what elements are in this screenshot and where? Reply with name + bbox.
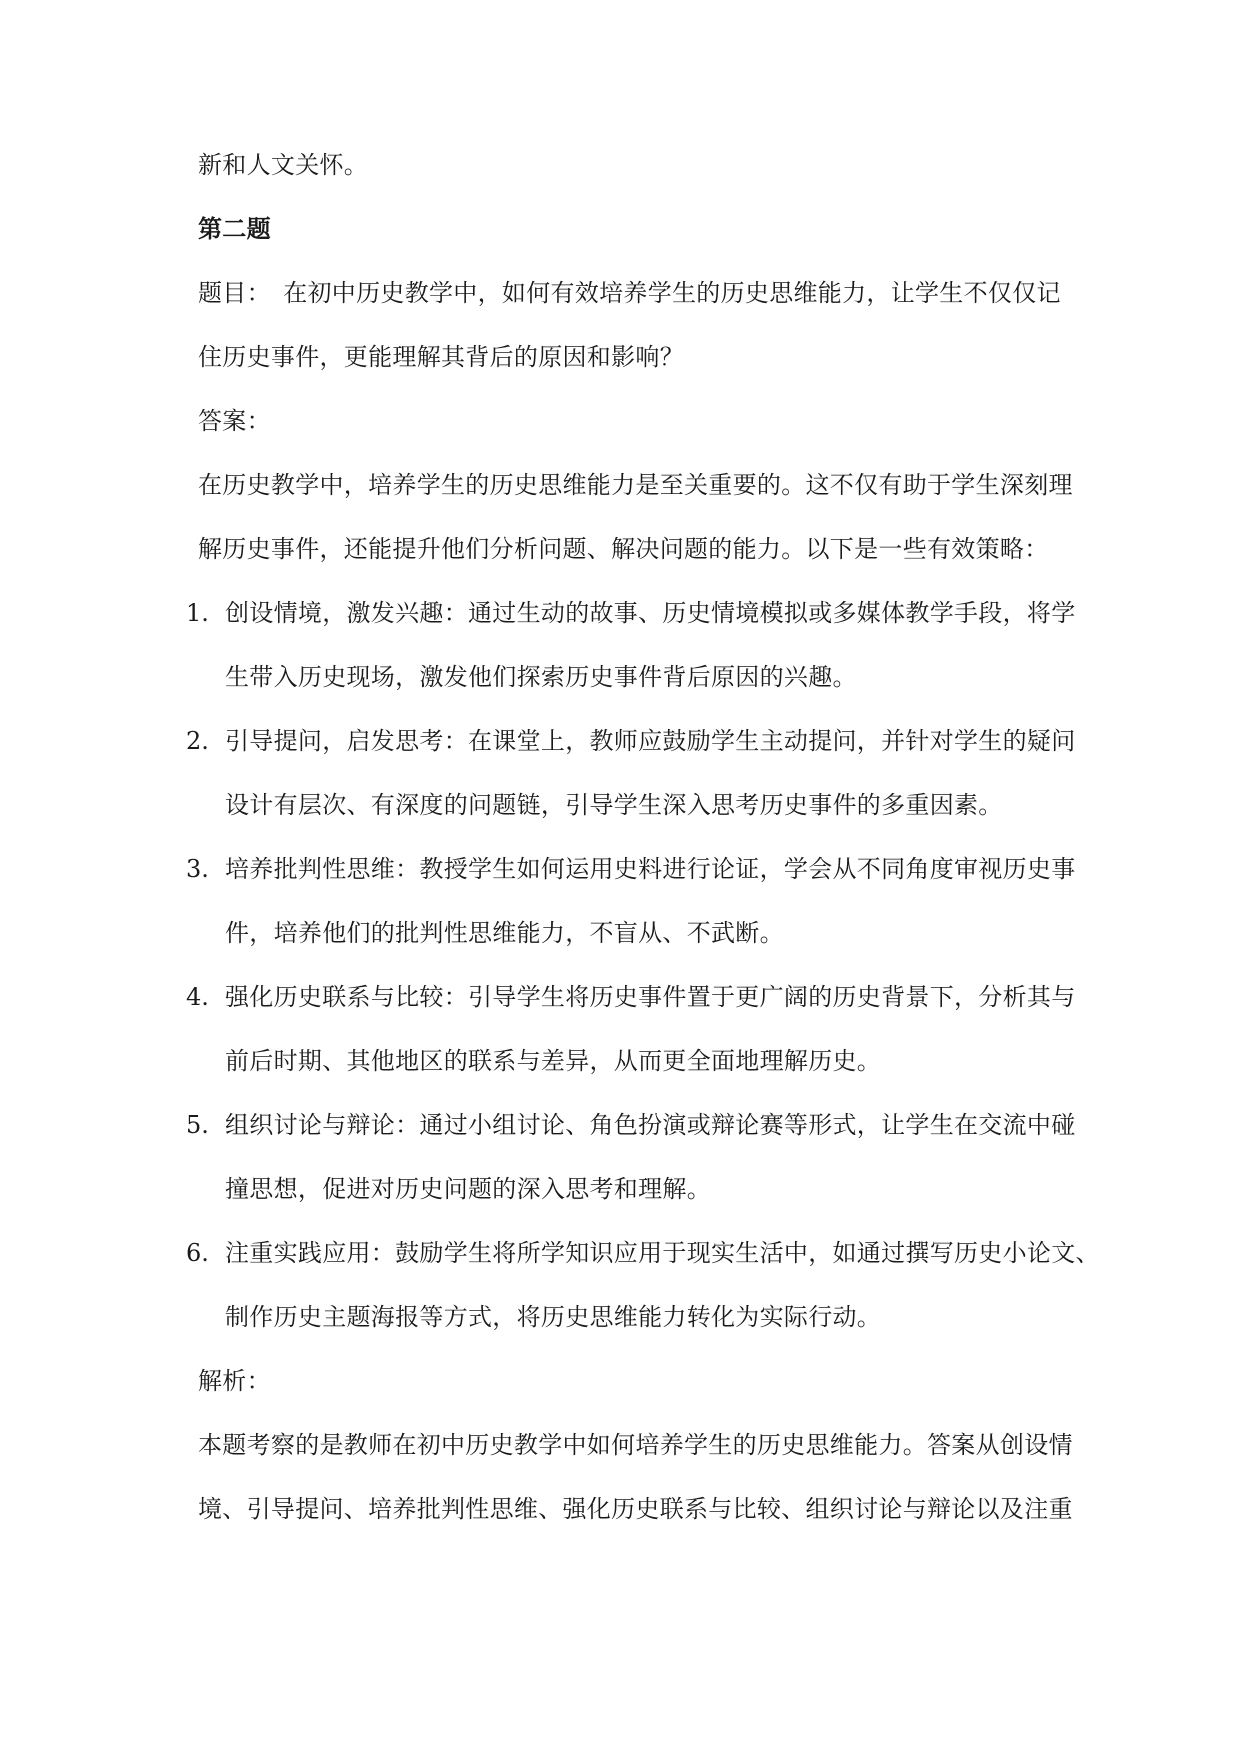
list-item-number: 2. bbox=[186, 727, 209, 755]
list-item-number: 6. bbox=[186, 1239, 209, 1267]
list-item-line: 撞思想，促进对历史问题的深入思考和理解。 bbox=[225, 1175, 711, 1203]
question-line-2: 住历史事件，更能理解其背后的原因和影响？ bbox=[198, 343, 684, 371]
list-item-line: 注重实践应用：鼓励学生将所学知识应用于现实生活中，如通过撰写历史小论文、 bbox=[225, 1239, 1100, 1267]
answer-intro-line-2: 解历史事件，还能提升他们分析问题、解决问题的能力。以下是一些有效策略： bbox=[198, 535, 1049, 563]
list-item-number: 4. bbox=[186, 983, 209, 1011]
list-item-line: 生带入历史现场，激发他们探索历史事件背后原因的兴趣。 bbox=[225, 663, 857, 691]
list-item-number: 1. bbox=[186, 599, 209, 627]
answer-intro-line-1: 在历史教学中，培养学生的历史思维能力是至关重要的。这不仅有助于学生深刻理 bbox=[198, 471, 1073, 499]
list-item-number: 5. bbox=[186, 1111, 209, 1139]
list-item-line: 引导提问，启发思考：在课堂上，教师应鼓励学生主动提问，并针对学生的疑问 bbox=[225, 727, 1076, 755]
list-item-line: 设计有层次、有深度的问题链，引导学生深入思考历史事件的多重因素。 bbox=[225, 791, 1003, 819]
analysis-line-2: 境、引导提问、培养批判性思维、强化历史联系与比较、组织讨论与辩论以及注重 bbox=[198, 1495, 1073, 1523]
answer-label: 答案： bbox=[198, 407, 271, 435]
list-item-line: 组织讨论与辩论：通过小组讨论、角色扮演或辩论赛等形式，让学生在交流中碰 bbox=[225, 1111, 1076, 1139]
list-item-line: 前后时期、其他地区的联系与差异，从而更全面地理解历史。 bbox=[225, 1047, 882, 1075]
list-item-line: 培养批判性思维：教授学生如何运用史料进行论证，学会从不同角度审视历史事 bbox=[225, 855, 1076, 883]
list-item-line: 制作历史主题海报等方式，将历史思维能力转化为实际行动。 bbox=[225, 1303, 882, 1331]
list-item-line: 强化历史联系与比较：引导学生将历史事件置于更广阔的历史背景下，分析其与 bbox=[225, 983, 1076, 1011]
list-item-line: 创设情境，激发兴趣：通过生动的故事、历史情境模拟或多媒体教学手段，将学 bbox=[225, 599, 1076, 627]
analysis-line-1: 本题考察的是教师在初中历史教学中如何培养学生的历史思维能力。答案从创设情 bbox=[198, 1431, 1073, 1459]
list-item-line: 件，培养他们的批判性思维能力，不盲从、不武断。 bbox=[225, 919, 784, 947]
section-title: 第二题 bbox=[198, 214, 271, 243]
question-line-1: 题目： 在初中历史教学中，如何有效培养学生的历史思维能力，让学生不仅仅记 bbox=[198, 279, 1061, 307]
list-item-number: 3. bbox=[186, 855, 209, 883]
analysis-label: 解析： bbox=[198, 1367, 271, 1395]
continuation-text: 新和人文关怀。 bbox=[198, 151, 369, 179]
